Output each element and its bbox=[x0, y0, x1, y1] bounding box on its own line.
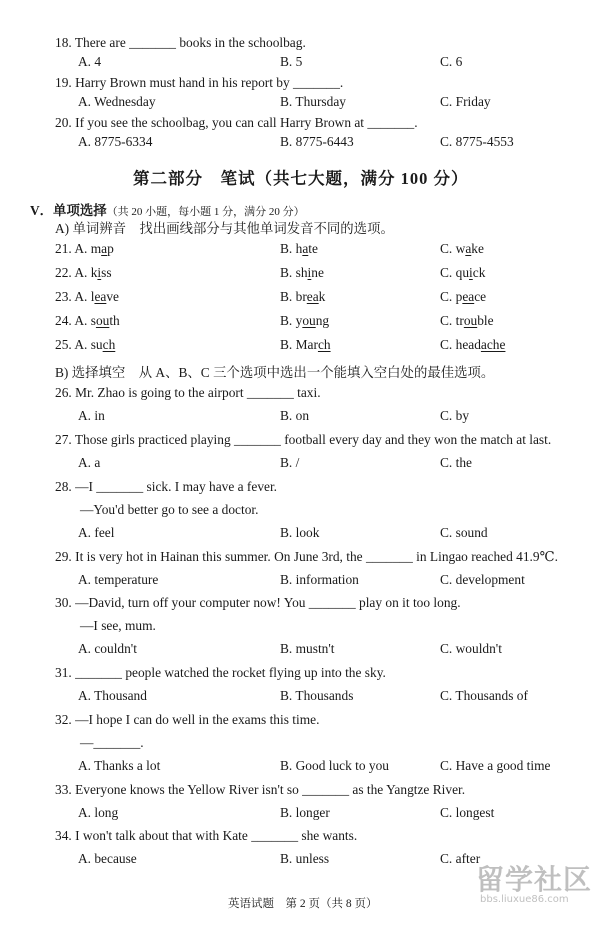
question-22-option-a: 22. A. kiss bbox=[55, 265, 112, 280]
question-30-stem: 30. —David, turn off your computer now! You _______ play on it too long. bbox=[55, 595, 461, 610]
question-29-option-a: A. temperature bbox=[78, 572, 159, 587]
question-25-option-c: C. headache bbox=[440, 337, 506, 352]
question-31-stem: 31. _______ people watched the rocket flying up into the sky. bbox=[55, 665, 386, 680]
question-32-reply: —_______. bbox=[80, 735, 144, 750]
question-24-option-b: B. young bbox=[280, 313, 330, 328]
question-28-stem: 28. —I _______ sick. I may have a fever. bbox=[55, 479, 278, 494]
question-28-option-b: B. look bbox=[280, 525, 320, 540]
question-22-option-b: B. shine bbox=[280, 265, 324, 280]
page-footer: 英语试题 第 2 页（共 8 页） bbox=[228, 898, 378, 910]
question-29-option-b: B. information bbox=[280, 572, 359, 587]
question-33-option-b: B. longer bbox=[280, 805, 330, 820]
question-24-option-a: 24. A. south bbox=[55, 313, 120, 328]
question-32-option-c: C. Have a good time bbox=[440, 758, 551, 773]
question-25-option-a: 25. A. such bbox=[55, 337, 116, 352]
question-20-option-a: A. 8775-6334 bbox=[78, 134, 153, 149]
question-27-option-c: C. the bbox=[440, 455, 472, 470]
question-21-option-b: B. hate bbox=[280, 241, 318, 256]
question-20-option-b: B. 8775-6443 bbox=[280, 134, 354, 149]
question-28-reply: —You'd better go to see a doctor. bbox=[80, 502, 259, 517]
question-27-stem: 27. Those girls practiced playing _______ football every day and they won the match at last. bbox=[55, 432, 552, 447]
question-23-option-b: B. break bbox=[280, 289, 326, 304]
question-27-option-a: A. a bbox=[78, 455, 101, 470]
question-26-option-a: A. in bbox=[78, 408, 105, 423]
question-19-option-c: C. Friday bbox=[440, 94, 491, 109]
watermark-url: bbs.liuxue86.com bbox=[480, 894, 569, 905]
part-two-title: 第二部分 笔试（共七大题，满分 100 分） bbox=[133, 169, 469, 188]
question-31-option-a: A. Thousand bbox=[78, 688, 147, 703]
question-34-option-b: B. unless bbox=[280, 851, 330, 866]
question-21-option-c: C. wake bbox=[440, 241, 484, 256]
question-23-option-a: 23. A. leave bbox=[55, 289, 119, 304]
question-19-stem: 19. Harry Brown must hand in his report by _______. bbox=[55, 75, 344, 90]
question-19-option-b: B. Thursday bbox=[280, 94, 346, 109]
question-33-option-c: C. longest bbox=[440, 805, 495, 820]
question-21-option-a: 21. A. map bbox=[55, 241, 114, 256]
question-30-reply: —I see, mum. bbox=[80, 618, 156, 633]
question-28-option-a: A. feel bbox=[78, 525, 115, 540]
question-20-stem: 20. If you see the schoolbag, you can call Harry Brown at _______. bbox=[55, 115, 418, 130]
question-30-option-c: C. wouldn't bbox=[440, 641, 502, 656]
question-19-option-a: A. Wednesday bbox=[78, 94, 156, 109]
section-v-sub-a: A) 单词辨音 找出画线部分与其他单词发音不同的选项。 bbox=[55, 221, 394, 236]
question-34-option-a: A. because bbox=[78, 851, 137, 866]
question-18-option-c: C. 6 bbox=[440, 54, 463, 69]
question-25-option-b: B. March bbox=[280, 337, 331, 352]
question-18-option-a: A. 4 bbox=[78, 54, 102, 69]
question-23-option-c: C. peace bbox=[440, 289, 487, 304]
question-34-option-c: C. after bbox=[440, 851, 481, 866]
question-32-stem: 32. —I hope I can do well in the exams this time. bbox=[55, 712, 320, 727]
question-31-option-c: C. Thousands of bbox=[440, 688, 528, 703]
question-30-option-a: A. couldn't bbox=[78, 641, 137, 656]
watermark-logo: 留学社区 bbox=[476, 863, 593, 896]
question-33-option-a: A. long bbox=[78, 805, 119, 820]
question-26-option-c: C. by bbox=[440, 408, 470, 423]
question-26-stem: 26. Mr. Zhao is going to the airport _______ taxi. bbox=[55, 385, 321, 400]
question-24-option-c: C. trouble bbox=[440, 313, 494, 328]
question-32-option-b: B. Good luck to you bbox=[280, 758, 389, 773]
question-31-option-b: B. Thousands bbox=[280, 688, 354, 703]
question-33-stem: 33. Everyone knows the Yellow River isn't so _______ as the Yangtze River. bbox=[55, 782, 466, 797]
question-29-stem: 29. It is very hot in Hainan this summer. On June 3rd, the _______ in Lingao reached 41.9℃. bbox=[55, 549, 558, 564]
section-v-header: V．单项选择（共 20 小题，每小题 1 分，满分 20 分） bbox=[30, 203, 305, 218]
question-22-option-c: C. quick bbox=[440, 265, 486, 280]
question-29-option-c: C. development bbox=[440, 572, 525, 587]
question-26-option-b: B. on bbox=[280, 408, 310, 423]
question-32-option-a: A. Thanks a lot bbox=[78, 758, 161, 773]
question-20-option-c: C. 8775-4553 bbox=[440, 134, 514, 149]
section-v-sub-b: B) 选择填空 从 A、B、C 三个选项中选出一个能填入空白处的最佳选项。 bbox=[55, 365, 495, 380]
question-30-option-b: B. mustn't bbox=[280, 641, 335, 656]
question-28-option-c: C. sound bbox=[440, 525, 488, 540]
question-18-stem: 18. There are _______ books in the schoolbag. bbox=[55, 35, 306, 50]
question-34-stem: 34. I won't talk about that with Kate _______ she wants. bbox=[55, 828, 358, 843]
question-27-option-b: B. / bbox=[280, 455, 300, 470]
question-18-option-b: B. 5 bbox=[280, 54, 303, 69]
